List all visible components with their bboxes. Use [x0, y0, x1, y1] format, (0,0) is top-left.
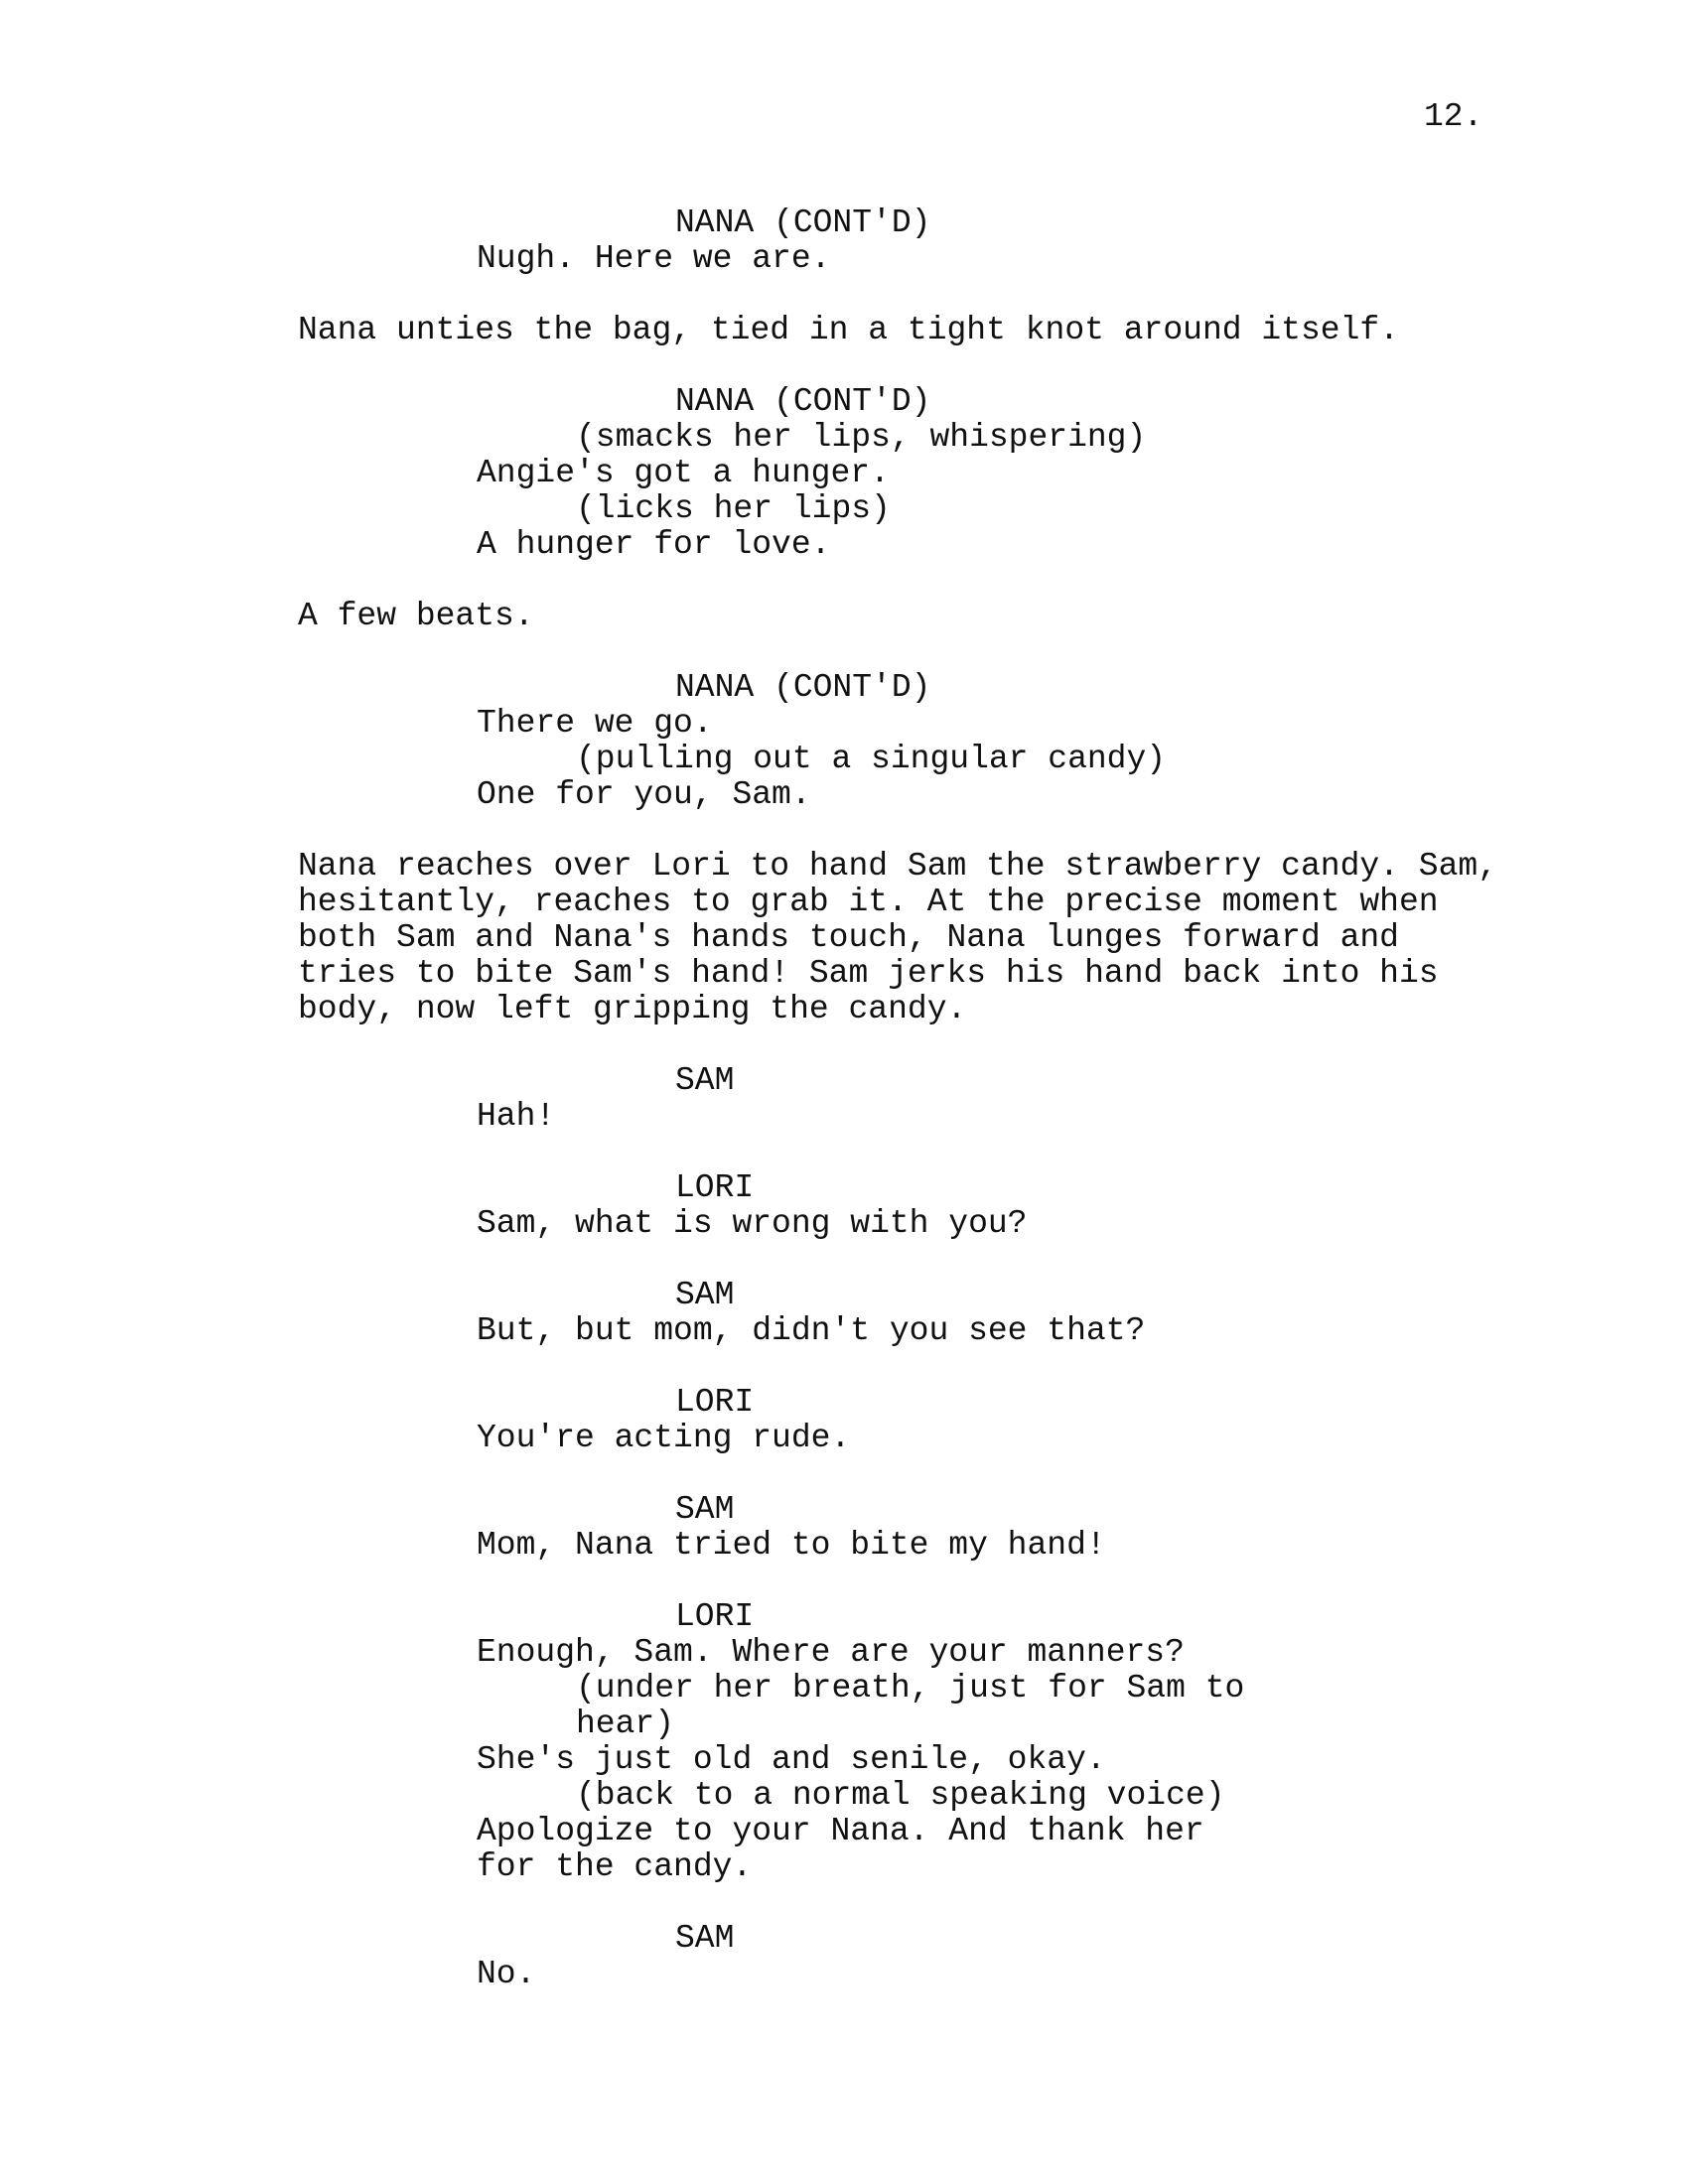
action-line: Nana unties the bag, tied in a tight knot around itself. — [298, 312, 1399, 348]
dialogue-line: But, but mom, didn't you see that? — [477, 1312, 1146, 1349]
action-line: both Sam and Nana's hands touch, Nana lunges forward and — [298, 919, 1399, 956]
dialogue-line: A hunger for love. — [477, 526, 831, 563]
dialogue-line: One for you, Sam. — [477, 776, 811, 813]
action-line: tries to bite Sam's hand! Sam jerks his hand back into his — [298, 955, 1439, 992]
parenthetical: (licks her lips) — [576, 490, 891, 527]
action-line: Nana reaches over Lori to hand Sam the strawberry candy. Sam, — [298, 848, 1497, 885]
character-name: LORI — [675, 1384, 755, 1421]
dialogue-line: for the candy. — [477, 1848, 753, 1885]
action-line: A few beats. — [298, 598, 534, 634]
character-name: SAM — [675, 1491, 735, 1528]
dialogue-line: Sam, what is wrong with you? — [477, 1205, 1028, 1242]
character-name: NANA (CONT'D) — [675, 205, 931, 241]
dialogue-line: Hah! — [477, 1098, 556, 1135]
dialogue-line: Mom, Nana tried to bite my hand! — [477, 1527, 1106, 1564]
character-name: NANA (CONT'D) — [675, 669, 931, 706]
character-name: SAM — [675, 1920, 735, 1957]
page-number: 12. — [1424, 98, 1483, 135]
dialogue-line: You're acting rude. — [477, 1420, 851, 1456]
parenthetical: (under her breath, just for Sam to — [576, 1670, 1245, 1706]
character-name: LORI — [675, 1598, 755, 1635]
character-name: SAM — [675, 1062, 735, 1099]
dialogue-line: There we go. — [477, 705, 713, 742]
dialogue-line: Enough, Sam. Where are your manners? — [477, 1634, 1185, 1671]
action-line: body, now left gripping the candy. — [298, 991, 967, 1027]
dialogue-line: Angie's got a hunger. — [477, 455, 890, 491]
dialogue-line: No. — [477, 1956, 536, 1992]
parenthetical: (pulling out a singular candy) — [576, 741, 1167, 777]
action-line: hesitantly, reaches to grab it. At the precise moment when — [298, 884, 1439, 920]
character-name: SAM — [675, 1277, 735, 1313]
parenthetical: hear) — [576, 1706, 675, 1742]
parenthetical: (smacks her lips, whispering) — [576, 419, 1147, 456]
parenthetical: (back to a normal speaking voice) — [576, 1777, 1225, 1814]
dialogue-line: Nugh. Here we are. — [477, 240, 831, 277]
dialogue-line: She's just old and senile, okay. — [477, 1741, 1106, 1778]
character-name: NANA (CONT'D) — [675, 383, 931, 420]
dialogue-line: Apologize to your Nana. And thank her — [477, 1813, 1204, 1849]
character-name: LORI — [675, 1169, 755, 1206]
